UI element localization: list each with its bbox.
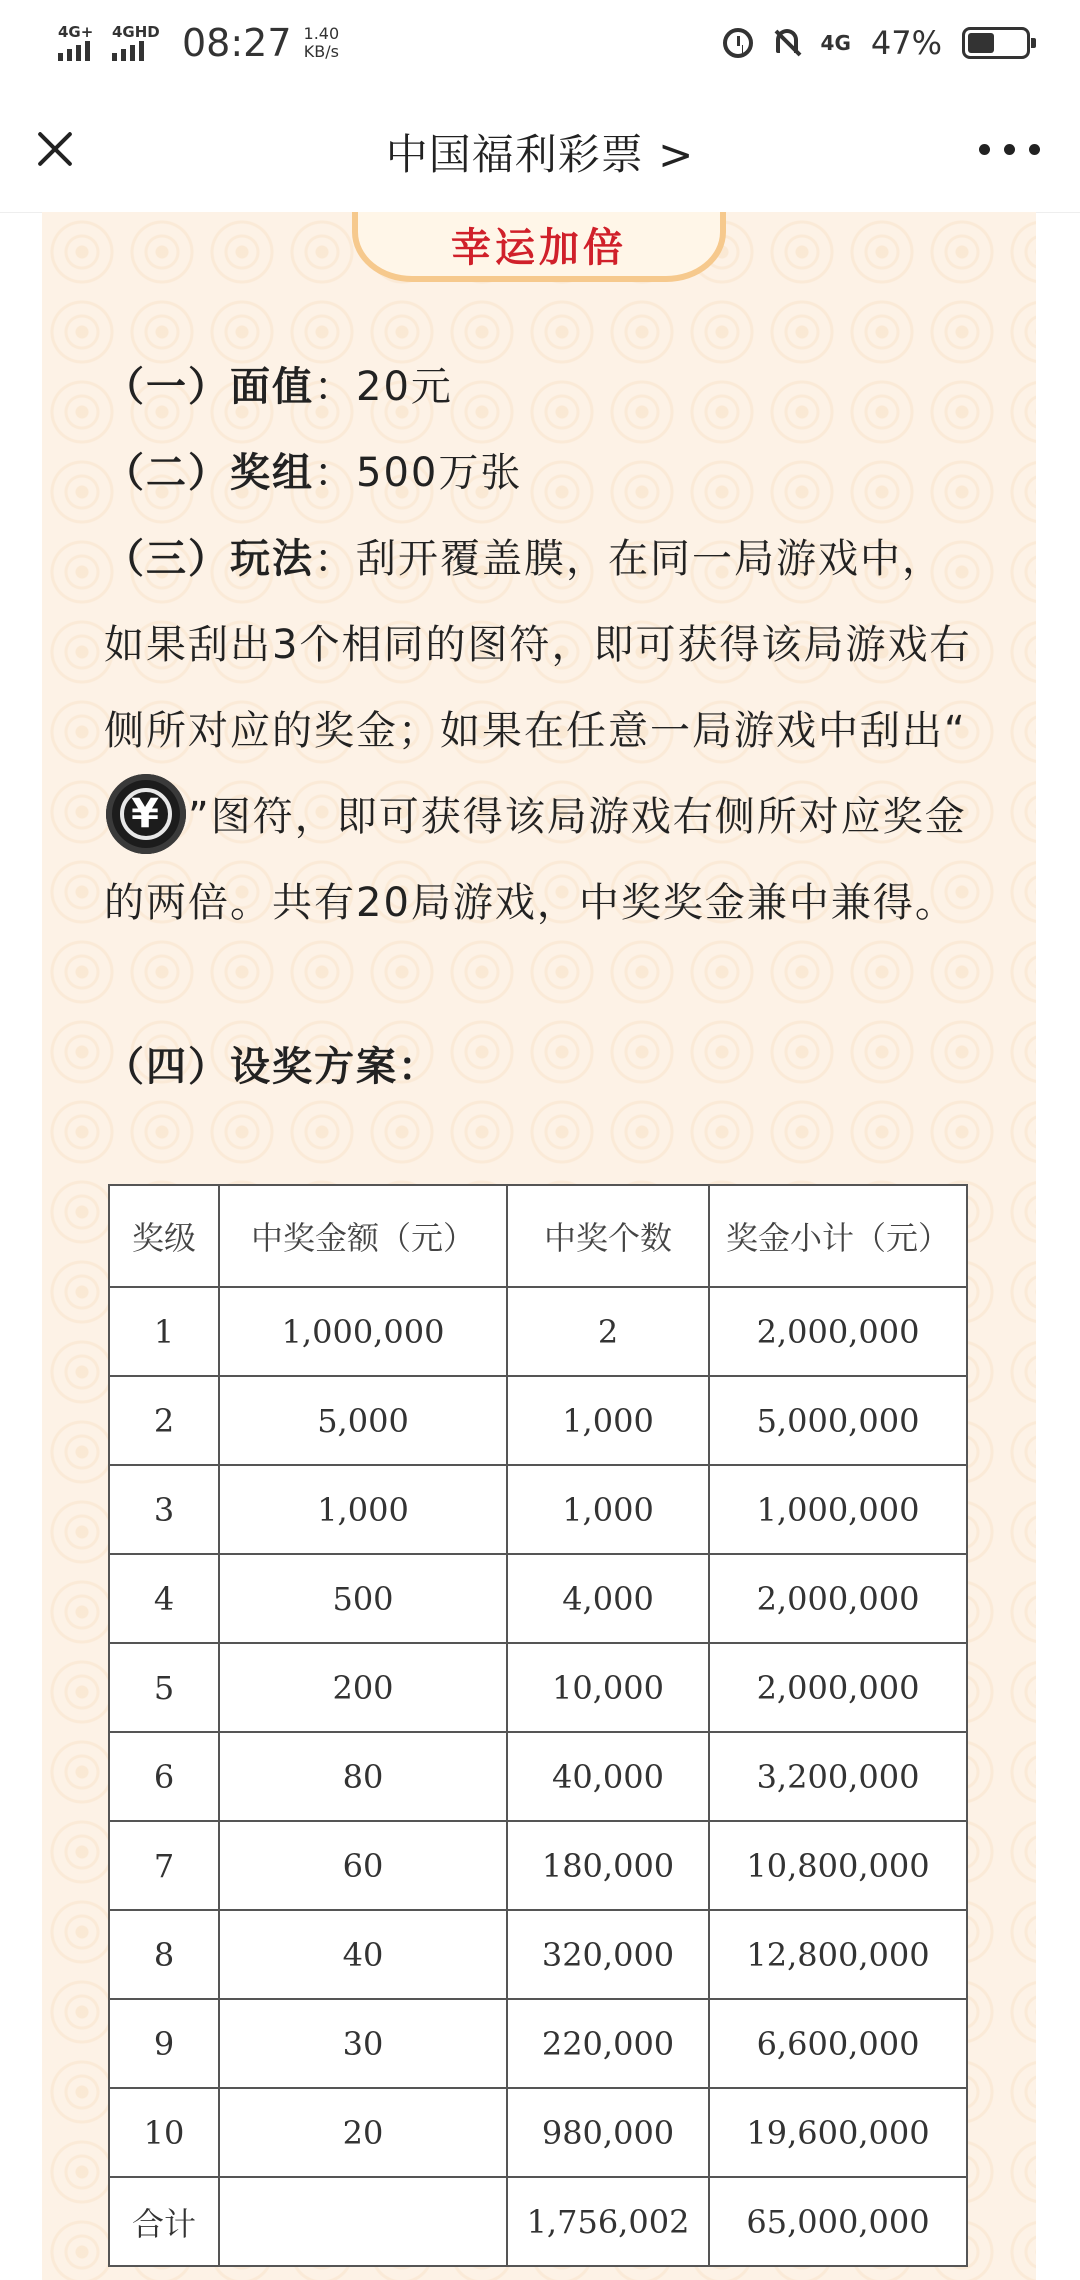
table-cell: 40 bbox=[219, 1910, 507, 1999]
table-cell: 1,000 bbox=[507, 1465, 709, 1554]
table-cell: 2,000,000 bbox=[709, 1287, 967, 1376]
header-level: 奖级 bbox=[109, 1185, 219, 1287]
table-cell: 3 bbox=[109, 1465, 219, 1554]
table-cell: 1 bbox=[109, 1287, 219, 1376]
signal-icon bbox=[58, 23, 104, 63]
table-cell: 3,200,000 bbox=[709, 1732, 967, 1821]
speed-unit: KB/s bbox=[303, 42, 339, 61]
table-row bbox=[109, 1287, 967, 1376]
table-row bbox=[109, 1732, 967, 1821]
table-row bbox=[109, 2088, 967, 2177]
table-cell: 80 bbox=[219, 1732, 507, 1821]
prize-scheme-paragraph bbox=[104, 1024, 984, 1110]
battery-percent: 47% bbox=[870, 24, 942, 62]
network-type: 4G bbox=[820, 31, 851, 55]
table-cell: 5 bbox=[109, 1643, 219, 1732]
table-cell bbox=[219, 2177, 507, 2266]
battery-icon bbox=[962, 27, 1030, 59]
table-cell: 7 bbox=[109, 1821, 219, 1910]
speed-value: 1.40 bbox=[303, 24, 340, 43]
table-cell: 9 bbox=[109, 1999, 219, 2088]
table-cell: 10 bbox=[109, 2088, 219, 2177]
table-cell: 19,600,000 bbox=[709, 2088, 967, 2177]
table-cell: 8 bbox=[109, 1910, 219, 1999]
table-cell: 合计 bbox=[109, 2177, 219, 2266]
table-header-row bbox=[109, 1185, 967, 1287]
table-cell: 5,000,000 bbox=[709, 1376, 967, 1465]
yen-symbol: ¥ bbox=[131, 791, 161, 837]
gameplay-paragraph bbox=[104, 516, 984, 946]
table-cell: 500 bbox=[219, 1554, 507, 1643]
header-subtotal: 奖金小计（元） bbox=[709, 1185, 967, 1287]
group-paragraph bbox=[104, 430, 984, 516]
table-row bbox=[109, 1821, 967, 1910]
battery-fill bbox=[968, 33, 994, 53]
table-cell: 60 bbox=[219, 1821, 507, 1910]
table-cell: 12,800,000 bbox=[709, 1910, 967, 1999]
prize-scheme-label: （四）设奖方案 bbox=[104, 1044, 398, 1090]
gameplay-text-before: ：刮开覆盖膜，在同一局游戏中，如果刮出3个相同的图符，即可获得该局游戏右侧所对应的奖金；如果在任意一局游戏中刮出“ bbox=[104, 536, 972, 754]
table-cell: 5,000 bbox=[219, 1376, 507, 1465]
table-cell: 4,000 bbox=[507, 1554, 709, 1643]
table-cell: 1,756,002 bbox=[507, 2177, 709, 2266]
table-cell: 2 bbox=[507, 1287, 709, 1376]
table-cell: 1,000,000 bbox=[709, 1465, 967, 1554]
prize-table bbox=[108, 1184, 968, 2267]
signal-icon bbox=[112, 23, 166, 63]
table-cell: 2 bbox=[109, 1376, 219, 1465]
face-value-label: （一）面值 bbox=[104, 364, 314, 410]
table-cell: 2,000,000 bbox=[709, 1554, 967, 1643]
nav-bar bbox=[0, 86, 1080, 213]
title-badge bbox=[352, 212, 726, 282]
table-cell: 1,000 bbox=[219, 1465, 507, 1554]
sim2-label: 4GHD bbox=[112, 23, 160, 41]
page-title[interactable]: 中国福利彩票 > bbox=[385, 130, 695, 179]
face-value-paragraph bbox=[104, 344, 984, 430]
table-cell: 65,000,000 bbox=[709, 2177, 967, 2266]
prize-scheme-colon: ： bbox=[398, 1044, 440, 1090]
status-bar bbox=[0, 0, 1080, 86]
table-cell: 6,600,000 bbox=[709, 1999, 967, 2088]
table-cell: 20 bbox=[219, 2088, 507, 2177]
header-count: 中奖个数 bbox=[507, 1185, 709, 1287]
table-row bbox=[109, 1910, 967, 1999]
table-cell: 200 bbox=[219, 1643, 507, 1732]
group-label: （二）奖组 bbox=[104, 450, 314, 496]
table-cell: 980,000 bbox=[507, 2088, 709, 2177]
alarm-icon bbox=[723, 28, 753, 58]
table-cell: 10,800,000 bbox=[709, 1821, 967, 1910]
group-text: ：500万张 bbox=[314, 450, 523, 496]
face-value-text: ：20元 bbox=[314, 364, 453, 410]
network-speed bbox=[304, 25, 340, 61]
table-cell: 2,000,000 bbox=[709, 1643, 967, 1732]
sim1-label: 4G+ bbox=[58, 23, 94, 41]
yen-coin-icon bbox=[106, 774, 186, 854]
table-cell: 40,000 bbox=[507, 1732, 709, 1821]
table-row bbox=[109, 1643, 967, 1732]
table-cell: 180,000 bbox=[507, 1821, 709, 1910]
table-cell: 4 bbox=[109, 1554, 219, 1643]
table-row bbox=[109, 1554, 967, 1643]
badge-text: 幸运加倍 bbox=[451, 225, 627, 271]
table-cell: 30 bbox=[219, 1999, 507, 2088]
gameplay-label: （三）玩法 bbox=[104, 536, 314, 582]
status-left bbox=[58, 18, 339, 68]
table-row bbox=[109, 1376, 967, 1465]
clock: 08:27 bbox=[182, 21, 292, 65]
table-row bbox=[109, 1999, 967, 2088]
table-cell: 1,000 bbox=[507, 1376, 709, 1465]
table-cell: 6 bbox=[109, 1732, 219, 1821]
status-right bbox=[723, 20, 1030, 66]
article-content bbox=[42, 212, 1036, 2280]
gameplay-text-after: ”图符，即可获得该局游戏右侧所对应奖金的两倍。共有20局游戏，中奖奖金兼中兼得。 bbox=[104, 794, 967, 926]
table-total-row bbox=[109, 2177, 967, 2266]
table-row bbox=[109, 1465, 967, 1554]
table-cell: 1,000,000 bbox=[219, 1287, 507, 1376]
table-cell: 320,000 bbox=[507, 1910, 709, 1999]
bell-off-icon bbox=[773, 27, 801, 59]
table-cell: 10,000 bbox=[507, 1643, 709, 1732]
table-cell: 220,000 bbox=[507, 1999, 709, 2088]
header-amount: 中奖金额（元） bbox=[219, 1185, 507, 1287]
more-dots-icon[interactable] bbox=[979, 144, 1040, 155]
